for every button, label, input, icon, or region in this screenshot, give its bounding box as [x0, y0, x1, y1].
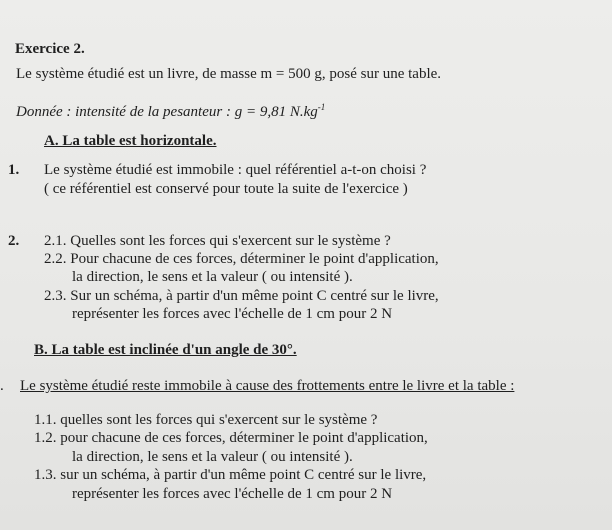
question-b-1-2: 1.2. pour chacune de ces forces, déterminer le point d'application,: [34, 430, 428, 446]
exercise-title: Exercice 2.: [15, 41, 85, 57]
question-b-1-2-continued: la direction, le sens et la valeur ( ou intensité ).: [72, 449, 353, 465]
section-a-title: A. La table est horizontale.: [44, 133, 217, 149]
section-b-title: B. La table est inclinée d'un angle de 30°.: [34, 342, 297, 358]
question-2-number: 2.: [8, 233, 20, 249]
question-2-2: 2.2. Pour chacune de ces forces, déterminer le point d'application,: [44, 251, 439, 267]
question-2-3-continued: représenter les forces avec l'échelle de 1 cm pour 2 N: [72, 306, 393, 322]
question-1-text: Le système étudié est immobile : quel référentiel a-t-on choisi ?: [44, 162, 427, 178]
donnee-text: Donnée : intensité de la pesanteur : g = 9,81 N.kg: [16, 104, 318, 120]
question-b-1-3: 1.3. sur un schéma, à partir d'un même point C centré sur le livre,: [34, 467, 427, 483]
question-1-note: ( ce référentiel est conservé pour toute la suite de l'exercice ): [44, 181, 408, 197]
question-1-number: 1.: [8, 162, 20, 178]
exercise-intro: Le système étudié est un livre, de masse m = 500 g, posé sur une table.: [16, 66, 442, 82]
question-2-2-continued: la direction, le sens et la valeur ( ou intensité ).: [72, 269, 353, 285]
question-b-1-1: 1.1. quelles sont les forces qui s'exercent sur le système ?: [34, 412, 378, 428]
section-b-intro: Le système étudié reste immobile à cause des frottements entre le livre et la table :: [20, 378, 515, 394]
question-b-1-3-continued: représenter les forces avec l'échelle de 1 cm pour 2 N: [72, 486, 393, 502]
question-2-3: 2.3. Sur un schéma, à partir d'un même point C centré sur le livre,: [44, 288, 439, 304]
question-2-1: 2.1. Quelles sont les forces qui s'exercent sur le système ?: [44, 233, 391, 249]
donnee-line: [16, 98, 325, 121]
section-b-bullet: .: [0, 378, 4, 394]
donnee-exponent: -1: [317, 102, 326, 112]
